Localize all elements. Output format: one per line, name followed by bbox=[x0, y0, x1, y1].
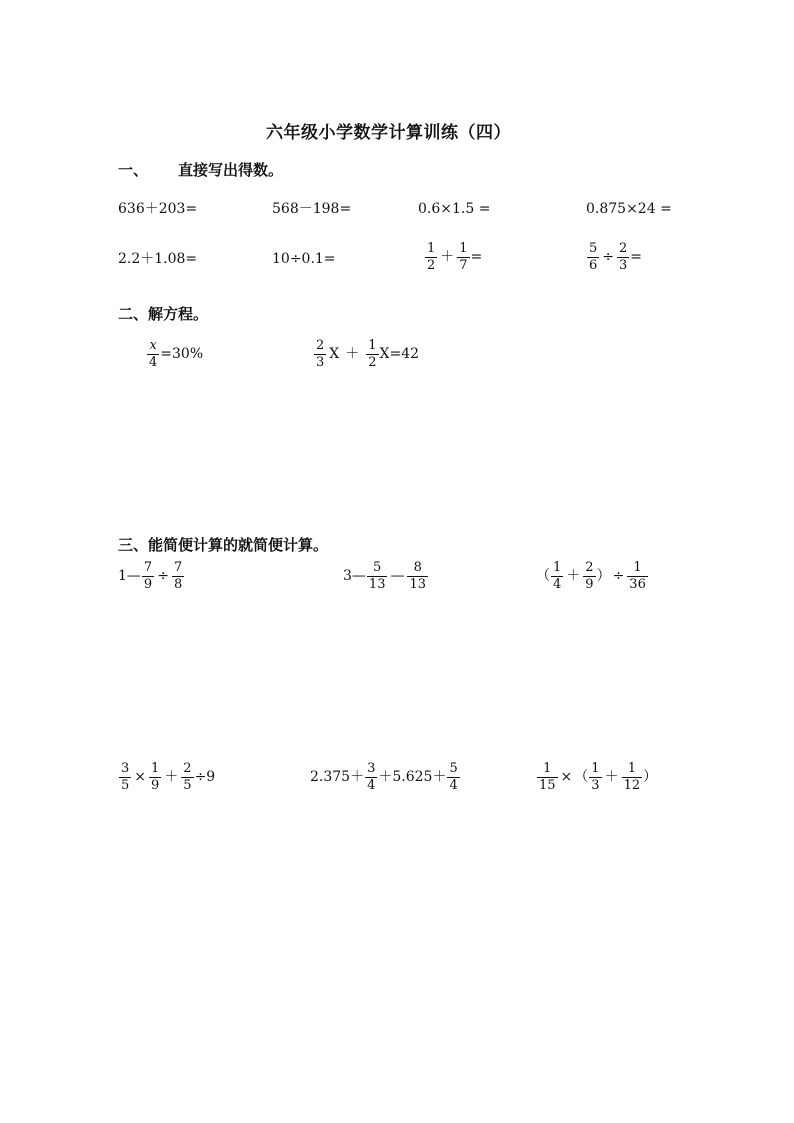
simplify-problem-6: $\frac{1}{15}$ × （ $\frac{1}{3}$ ＋ $\frac{1}{12}$ ） bbox=[539, 761, 658, 793]
simplify-problem-5: 2.375＋ $\frac{3}{4}$ ＋5.625＋ $\frac{5}{4}$ bbox=[310, 761, 458, 793]
section-2-title: 解方程。 bbox=[148, 305, 209, 323]
fraction: $\frac{1}{2}$ bbox=[368, 338, 377, 370]
fraction: $\frac{1}{2}$ bbox=[427, 241, 436, 273]
fraction: $\frac{2}{5}$ bbox=[183, 761, 192, 793]
section-1-number: 一、 bbox=[118, 161, 149, 179]
direct-problem-1: 636＋203= bbox=[118, 201, 198, 217]
fraction: $\frac{8}{13}$ bbox=[409, 560, 427, 592]
section-2-heading bbox=[118, 303, 208, 324]
fraction: $\frac{1}{9}$ bbox=[151, 761, 160, 793]
simplify-problem-2: 3— $\frac{5}{13}$ — $\frac{8}{13}$ bbox=[343, 560, 427, 592]
fraction: $\frac{5}{6}$ bbox=[589, 241, 598, 273]
equation-2: $\frac{2}{3}$ X ＋ $\frac{1}{2}$ X=42 bbox=[316, 338, 420, 370]
fraction: $\frac{1}{12}$ bbox=[623, 761, 641, 793]
equation-1: $\frac{x}{4}$ =30% bbox=[149, 338, 204, 370]
fraction: $\frac{1}{7}$ bbox=[459, 241, 468, 273]
direct-problem-3: 0.6×1.5 = bbox=[418, 201, 491, 217]
fraction: $\frac{2}{3}$ bbox=[316, 338, 325, 370]
direct-problem-7: $\frac{1}{2}$ ＋ $\frac{1}{7}$ = bbox=[427, 241, 483, 273]
fraction: $\frac{7}{9}$ bbox=[143, 560, 153, 592]
fraction: $\frac{2}{9}$ bbox=[585, 560, 594, 592]
direct-problem-2: 568－198= bbox=[272, 201, 352, 217]
direct-problem-8: $\frac{5}{6}$ ÷ $\frac{2}{3}$ = bbox=[589, 241, 643, 273]
fraction: $\frac{3}{4}$ bbox=[367, 761, 376, 793]
direct-problem-6: 10÷0.1= bbox=[272, 251, 336, 267]
section-1-title: 直接写出得数。 bbox=[178, 161, 284, 179]
section-1-heading bbox=[118, 159, 283, 180]
fraction: $\frac{1}{15}$ bbox=[539, 761, 556, 793]
fraction: $\frac{1}{36}$ bbox=[629, 560, 646, 592]
fraction: $\frac{x}{4}$ bbox=[149, 338, 158, 370]
fraction: $\frac{7}{8}$ bbox=[173, 560, 183, 592]
section-2-number: 二、 bbox=[118, 305, 149, 323]
fraction: $\frac{5}{4}$ bbox=[449, 761, 458, 793]
page-title: 六年级小学数学计算训练（四） bbox=[266, 123, 511, 143]
section-3-title: 能简便计算的就简便计算。 bbox=[148, 536, 329, 554]
direct-problem-4: 0.875×24 = bbox=[586, 201, 672, 217]
simplify-problem-4: $\frac{3}{5}$ × $\frac{1}{9}$ ＋ $\frac{2}{5}$ ÷9 bbox=[121, 761, 216, 793]
simplify-problem-1: 1— $\frac{7}{9}$ ÷ $\frac{7}{8}$ bbox=[118, 560, 183, 592]
direct-problem-5: 2.2＋1.08= bbox=[118, 251, 198, 267]
fraction: $\frac{1}{3}$ bbox=[591, 761, 600, 793]
simplify-problem-3: （ $\frac{1}{4}$ ＋ $\frac{2}{9}$ ） ÷ $\frac{1}{36}$ bbox=[536, 560, 646, 592]
fraction: $\frac{5}{13}$ bbox=[368, 560, 386, 592]
section-3-number: 三、 bbox=[118, 536, 149, 554]
fraction: $\frac{2}{3}$ bbox=[619, 241, 628, 273]
section-3-heading bbox=[118, 534, 328, 555]
fraction: $\frac{1}{4}$ bbox=[553, 560, 562, 592]
fraction: $\frac{3}{5}$ bbox=[121, 761, 130, 793]
